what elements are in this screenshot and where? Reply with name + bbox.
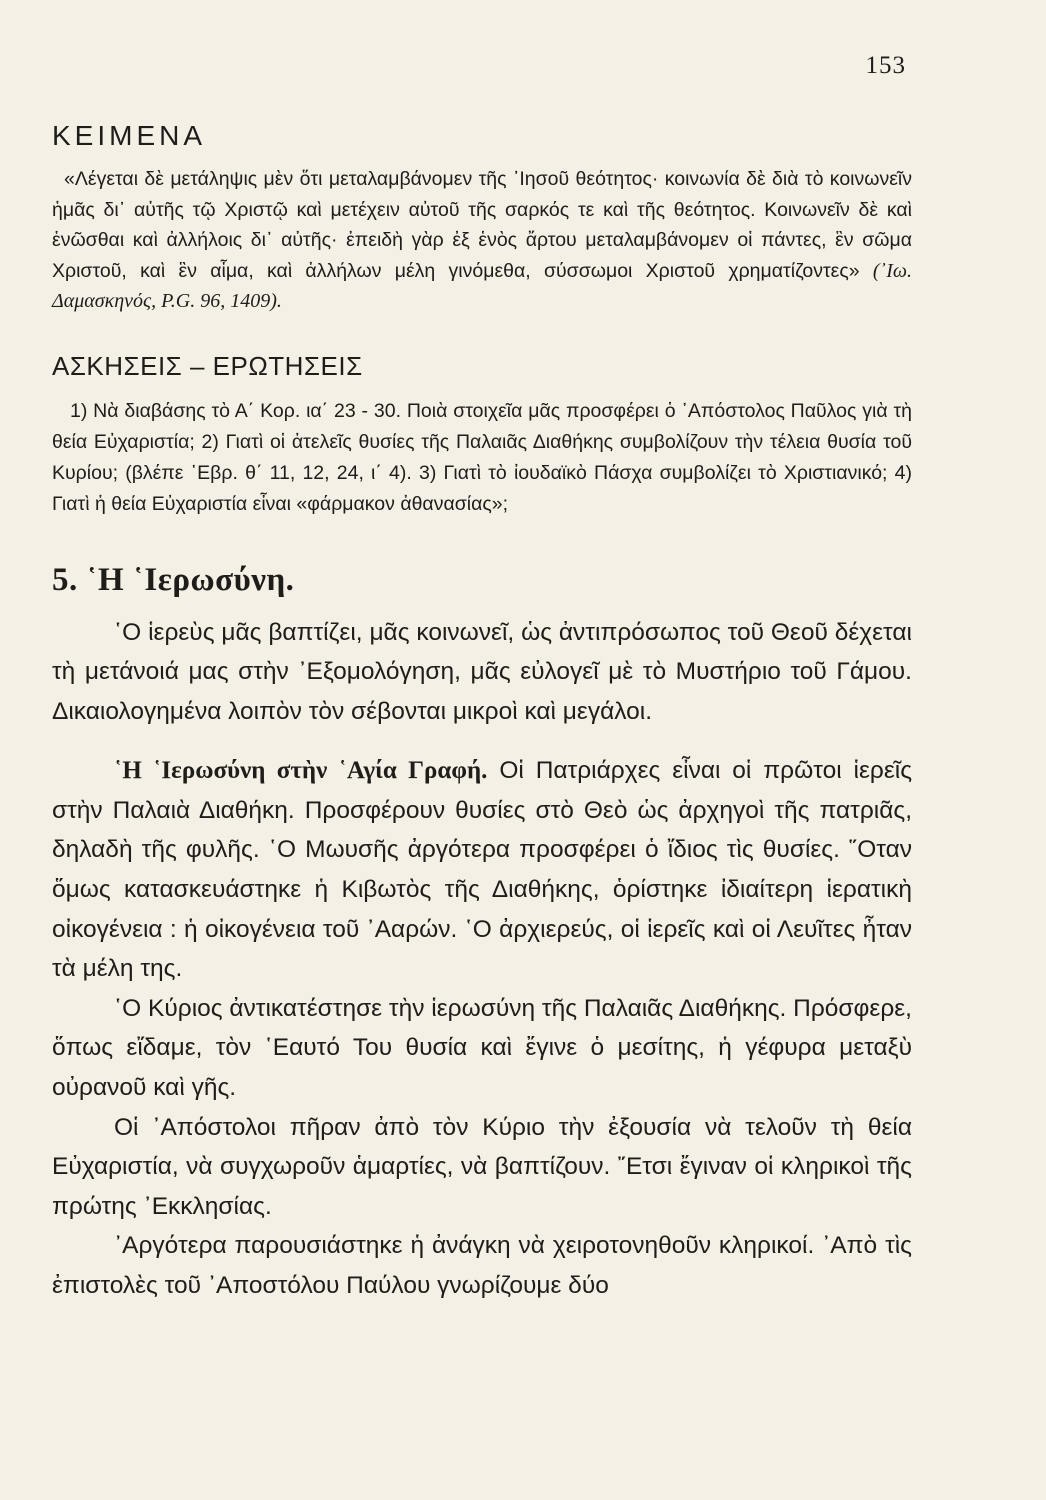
body-paragraph-3: ῾Ο Κύριος ἀντικατέστησε τὴν ἱερωσύνη τῆς Παλαιᾶς Διαθήκης. Πρόσφερε, ὅπως εἴδαμε, τὸν ῾Εαυτό Του θυσία καὶ ἔγινε ὁ μεσίτης, ἡ γέφυρα μεταξὺ οὐρανοῦ καὶ γῆς. — [52, 994, 912, 1102]
patristic-quote — [52, 164, 912, 317]
quote-citation: (᾿Ιω. Δαμασκηνός, P.G. 96, 1409). — [52, 259, 912, 312]
body-paragraph-4: Οἱ ᾿Απόστολοι πῆραν ἀπὸ τὸν Κύριο τὴν ἐξουσία νὰ τελοῦν τὴ θεία Εὐχαριστία, νὰ συγχωροῦν ἁμαρτίες, νὰ βαπτίζουν. ῎Ετσι ἔγιναν οἱ κληρικοὶ τῆς πρώτης ᾿Εκκλησίας. — [52, 1113, 912, 1220]
quote-text: «Λέγεται δὲ μετάληψις μὲν ὅτι μεταλαμβάνομεν τῆς ᾿Ιησοῦ θεότητος· κοινωνία δὲ διὰ τὸ κοινωνεῖν ἡμᾶς δι᾿ αὐτῆς τῷ Χριστῷ καὶ μετέχειν αὐτοῦ τῆς σαρκός τε καὶ τῆς θεότητος. Κοινωνεῖν δὲ καὶ ἑνῶσθαι καὶ ἀλλήλοις δι᾿ αὐτῆς· ἐπειδὴ γὰρ ἐξ ἑνὸς ἄρτου μεταλαμβάνομεν οἱ πάντες, ἓν σῶμα Χριστοῦ, καὶ ἓν αἷμα, καὶ ἀλλήλων μέλη γινόμεθα, σύσσωμοι Χριστοῦ χρηματίζοντες» — [52, 168, 912, 282]
body-paragraph-2 — [52, 751, 912, 989]
body-paragraph-1: ῾Ο ἱερεὺς μᾶς βαπτίζει, μᾶς κοινωνεῖ, ὡς ἀντιπρόσωπος τοῦ Θεοῦ δέχεται τὴ μετάνοιά μας στὴν ᾿Εξομολόγηση, μᾶς εὐλογεῖ μὲ τὸ Μυστήριο τοῦ Γάμου. Δικαιολογημένα λοιπὸν τὸν σέβονται μικροὶ καὶ μεγάλοι. — [52, 618, 912, 725]
texts-section-title: ΚΕΙΜΕΝΑ — [52, 120, 207, 151]
page-number: 153 — [865, 52, 906, 79]
inline-heading: ῾Η ῾Ιερωσύνη στὴν ῾Αγία Γραφή. — [114, 757, 488, 785]
page-content — [52, 120, 912, 1306]
exercises-text: 1) Νὰ διαβάσης τὸ Α΄ Κορ. ια΄ 23 - 30. Ποιὰ στοιχεῖα μᾶς προσφέρει ὁ ᾿Απόστολος Παῦλος γιὰ τὴ θεία Εὐχαριστία; 2) Γιατὶ οἱ ἀτελεῖς θυσίες τῆς Παλαιᾶς Διαθήκης συμβολίζουν τὴν τέλεια θυσία τοῦ Κυρίου; (βλέπε ῾Εβρ. θ΄ 11, 12, 24, ι΄ 4). 3) Γιατὶ τὸ ἰουδαϊκὸ Πάσχα συμβολίζει τὸ Χριστιανικό; 4) Γιατὶ ἡ θεία Εὐχαριστία εἶναι «φάρμακον ἀθανασίας»; — [52, 399, 912, 515]
body-paragraph-5: ᾿Αργότερα παρουσιάστηκε ἡ ἀνάγκη νὰ χειροτονηθοῦν κληρικοί. ᾿Απὸ τὶς ἐπιστολὲς τοῦ ᾿Αποστόλου Παύλου γνωρίζουμε δύο — [52, 1232, 912, 1299]
chapter-title: 5. ῾Η ῾Ιερωσύνη. — [52, 561, 295, 598]
body-paragraph-2-text: Οἱ Πατριάρχες εἶναι οἱ πρῶτοι ἱερεῖς στὴν Παλαιὰ Διαθήκη. Προσφέρουν θυσίες στὸ Θεὸ ὡς ἀρχηγοὶ τῆς πατριᾶς, δηλαδὴ τῆς φυλῆς. ῾Ο Μωυσῆς ἀργότερα προσφέρει ὁ ἴδιος τὶς θυσίες. ῞Οταν ὅμως κατασκευάστηκε ἡ Κιβωτὸς τῆς Διαθήκης, ὁρίστηκε ἰδιαίτερη ἱερατικὴ οἰκογένεια : ἡ οἰκογένεια τοῦ ᾿Ααρών. ῾Ο ἀρχιερεύς, οἱ ἱερεῖς καὶ οἱ Λευῖτες ἦταν τὰ μέλη της. — [52, 757, 913, 983]
exercises-section-title: ΑΣΚΗΣΕΙΣ – ΕΡΩΤΗΣΕΙΣ — [52, 350, 363, 381]
